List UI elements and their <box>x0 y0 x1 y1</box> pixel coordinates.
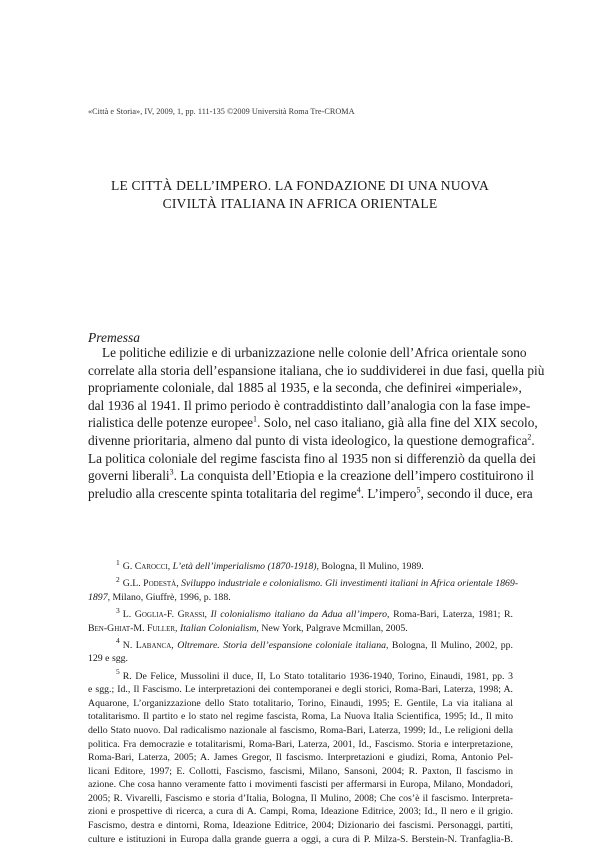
footnote-5-cont: Roma-Bari, Laterza, 2005; A. James Gregor, Il fascismo. Interpretazioni e giudizi, Roma, Antonio Pel- <box>88 752 513 764</box>
footnote-5-cont: licani Editore, 1997; E. Collotti, Fascismo, fascismi, Milano, Sansoni, 2004; R. Paxton, Il fascismo in <box>88 765 513 777</box>
note-ref[interactable]: 2 <box>527 432 532 442</box>
body-paragraph <box>88 344 545 502</box>
footnote-4: $^4$ N. Labanca, Oltremare. Storia dell’espansione coloniale italiana, Bologna, Il Mulino, 2002, pp. <box>116 636 513 651</box>
footnote-5-cont: culture e istituzioni in Europa dalla grande guerra a oggi, a cura di P. Milza-S. Berstein-N. Tranfaglia-B. <box>88 833 513 845</box>
body-line: preludio alla crescente spinta totalitaria del regime$^4$. L’impero$^5$, secondo il duce, era <box>88 485 533 501</box>
journal-citation: «Città e Storia», IV, 2009, 1, pp. 111-135 ©2009 Università Roma Tre-CROMA <box>88 107 355 116</box>
body-line: correlate alla storia dell’espansione italiana, che io suddividerei in due fasi, quella più <box>88 362 545 378</box>
footnote-2: $^2$ G.L. Podestà, Sviluppo industriale e colonialismo. Gli investimenti italiani in Africa orientale 1869- <box>116 574 519 590</box>
footnote-5-cont: politica. Fra democrazie e totalitarismi, Roma-Bari, Laterza, 2001, Id., Fascismo. Storia e interpretazione, <box>88 738 513 750</box>
footnote-3-cont: Ben-Ghiat-M. Fuller, Italian Colonialism, New York, Palgrave Mcmillan, 2005. <box>88 622 408 634</box>
footnote-5-cont: zioni e prospettive di ricerca, a cura di A. Campi, Roma, Ideazione Editrice, 2003; Id., Il nero e il grigio. <box>88 806 513 818</box>
note-ref[interactable]: 3 <box>169 467 174 477</box>
title-line-2: CIVILTÀ ITALIANA IN AFRICA ORIENTALE <box>162 196 438 211</box>
body-line: La politica coloniale del regime fascista fino al 1935 non si differenziò da quella dei <box>88 450 536 466</box>
body-line: dal 1936 al 1941. Il primo periodo è contraddistinto dall’analogia con la fase impe- <box>88 397 531 413</box>
body-line: divenne prioritaria, almeno dal punto di vista ideologico, la questione demografica$^2$. <box>88 432 535 448</box>
note-ref[interactable]: 5 <box>416 485 421 495</box>
footnote-5: $^5$ R. De Felice, Mussolini il duce, II, Lo Stato totalitario 1936-1940, Torino, Einaudi, 1981, pp. 3 <box>116 667 513 682</box>
title-line-1: LE CITTÀ DELL’IMPERO. LA FONDAZIONE DI UNA NUOVA <box>110 178 490 193</box>
footnote-5-cont: totalitarismo. Il partito e lo stato nel regime fascista, Roma, La Nuova Italia Scientifica, 1995; Id., Il mito <box>88 711 513 723</box>
footnote-1: $^1$ G. Carocci, L’età dell’imperialismo (1870-1918), Bologna, Il Mulino, 1989. <box>116 557 424 572</box>
note-ref[interactable]: 1 <box>253 414 258 424</box>
footnote-4-cont: 129 e sgg. <box>88 653 129 665</box>
footnote-5-cont: azione. Che cosa hanno veramente fatto i movimenti fascisti per affermarsi in Europa, Milano, Mondadori, <box>88 779 513 791</box>
note-ref[interactable]: 4 <box>356 485 361 495</box>
footnote-5-cont: Fascismo, destra e dintorni, Roma, Ideazione Editrice, 2004; Dizionario dei fascismi. Personaggi, partiti, <box>88 820 513 832</box>
footnote-5-cont: Aquarone, L’organizzazione dello Stato totalitario, Torino, Einaudi, 1995; E. Gentile, La via italiana al <box>88 697 513 709</box>
article-title <box>60 177 540 213</box>
footnote-2-cont: 1897, Milano, Giuffrè, 1996, p. 188. <box>88 591 231 603</box>
section-heading: Premessa <box>88 330 140 345</box>
footnote-5-cont: 2005; R. Vivarelli, Fascismo e storia d’Italia, Bologna, Il Mulino, 2008; Che cos’è il fascismo. Interpreta- <box>88 792 513 804</box>
body-line: rialistica delle potenze europee$^1$. Solo, nel caso italiano, già alla fine del XIX secolo, <box>88 414 538 431</box>
body-line: Le politiche edilizie e di urbanizzazione nelle colonie dell’Africa orientale sono <box>102 345 527 360</box>
footnote-5-cont: dello Stato nuovo. Dal radicalismo nazionale al fascismo, Roma-Bari, Laterza, 1999; Id., Le religioni della <box>88 724 513 736</box>
body-line: propriamente coloniale, dal 1885 al 1935, e la seconda, che definirei «imperiale», <box>88 380 522 396</box>
footnote-3: $^3$ L. Goglia-F. Grassi, Il colonialismo italiano da Adua all’impero, Roma-Bari, Laterza, 1981; R. <box>116 605 513 620</box>
footnote-5-cont: e sgg.; Id., Il Fascismo. Le interpretazioni dei contemporanei e degli storici, Roma-Bari, Laterza, 1998; A. <box>88 684 513 696</box>
footnotes <box>88 557 519 846</box>
body-line: governi liberali$^3$. La conquista dell’Etiopia e la creazione dell’impero costituirono il <box>88 467 534 484</box>
